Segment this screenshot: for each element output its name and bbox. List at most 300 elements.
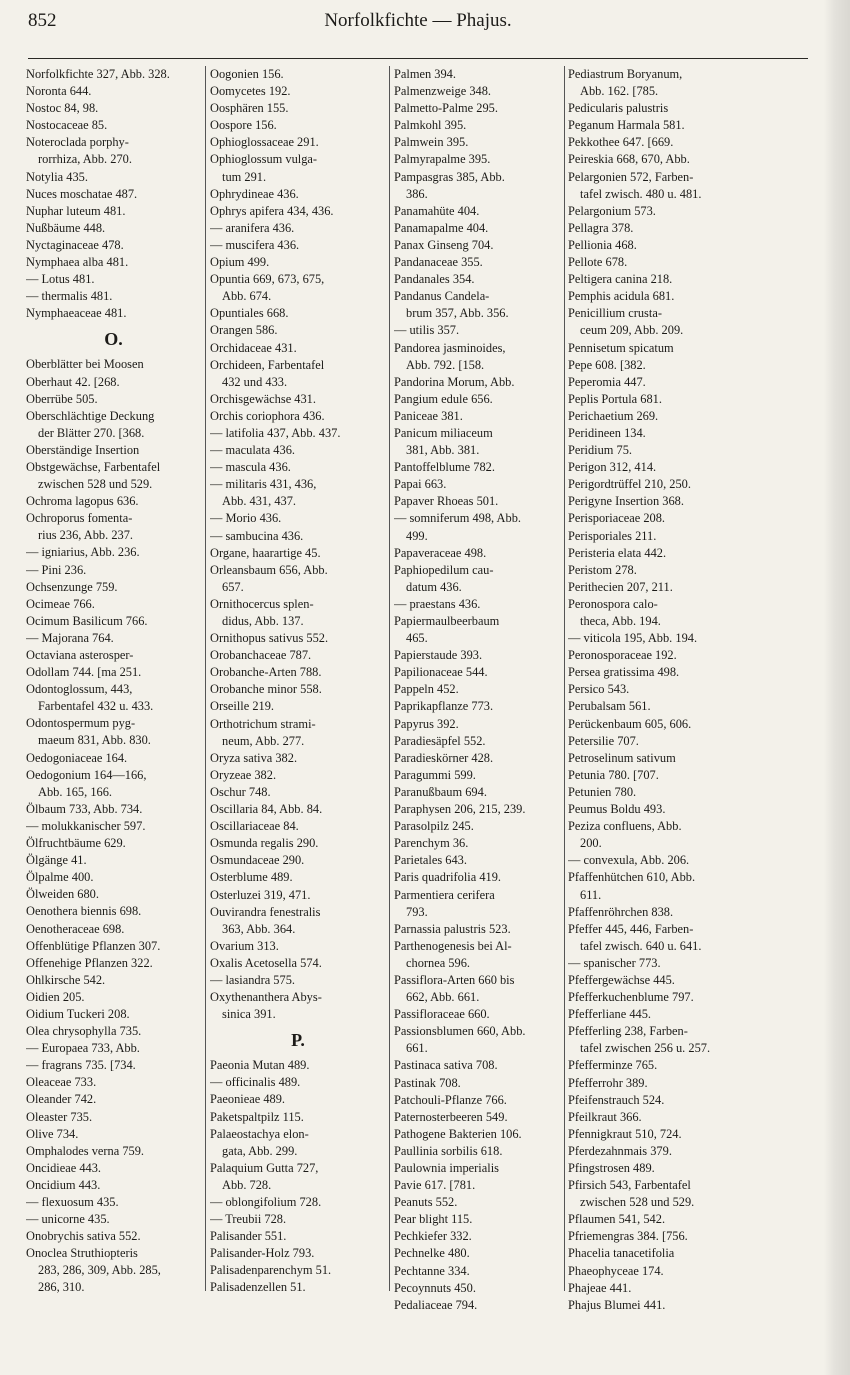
index-entry: Pedicularis palustris	[568, 101, 669, 116]
index-entry: Paniceae 381.	[394, 408, 463, 423]
index-entry: Ouvirandra fenestralis	[210, 904, 321, 919]
index-entry: Oncidium 443.	[26, 1177, 101, 1192]
index-entry: Pavie 617. [781.	[394, 1178, 476, 1193]
index-entry-continuation: 465.	[406, 631, 428, 646]
index-entry: Peristeria elata 442.	[568, 545, 667, 560]
index-entry: Oxythenanthera Abys-	[210, 990, 322, 1005]
index-entry-continuation: ceum 209, Abb. 209.	[580, 323, 684, 338]
index-entry: Pepe 608. [382.	[568, 357, 646, 372]
index-entry: Ocimum Basilicum 766.	[26, 613, 148, 628]
index-entry: — fragrans 735. [734.	[26, 1058, 136, 1073]
index-entry: Nostoc 84, 98.	[26, 101, 99, 116]
index-entry: Oleander 742.	[26, 1092, 97, 1107]
index-entry: — thermalis 481.	[26, 289, 113, 304]
index-entry-continuation: 286, 310.	[38, 1280, 85, 1295]
page-edge-shadow	[824, 0, 850, 1375]
index-entry: Pandorina Morum, Abb.	[394, 374, 515, 389]
index-entry: Pfirsich 543, Farbentafel	[568, 1178, 691, 1193]
index-entry: Perichaetium 269.	[568, 408, 659, 423]
index-entry-continuation: 499.	[406, 528, 428, 543]
index-entry-continuation: tafel zwischen 256 u. 257.	[580, 1041, 711, 1056]
index-entry: Phajeae 441.	[568, 1280, 632, 1295]
index-entry: Organe, haarartige 45.	[210, 545, 321, 560]
index-entry: Notylia 435.	[26, 169, 88, 184]
index-entry: Palisadenzellen 51.	[210, 1280, 306, 1295]
index-entry: Pandanus Candela-	[394, 289, 490, 304]
index-entry: Pear blight 115.	[394, 1212, 473, 1227]
index-entry: Orobanchaceae 787.	[210, 648, 312, 663]
index-entry: Perigordtrüffel 210, 250.	[568, 477, 691, 492]
index-entry: Ornithocercus splen-	[210, 596, 314, 611]
index-entry: Oenotheraceae 698.	[26, 921, 125, 936]
index-entry: — Pini 236.	[26, 562, 87, 577]
index-entry-continuation: brum 357, Abb. 356.	[406, 306, 509, 321]
index-entry-continuation: 381, Abb. 381.	[406, 443, 480, 458]
index-entry: — officinalis 489.	[210, 1075, 301, 1090]
index-entry: Peridium 75.	[568, 443, 633, 458]
index-entry: Perubalsam 561.	[568, 699, 651, 714]
index-entry: Pecoynnuts 450.	[394, 1280, 476, 1295]
index-entry: Ophrys apifera 434, 436.	[210, 203, 334, 218]
index-entry: Peristom 278.	[568, 562, 637, 577]
index-entry: Persea gratissima 498.	[568, 665, 680, 680]
index-entry: Oscillaria 84, Abb. 84.	[210, 802, 323, 817]
index-entry: Petunien 780.	[568, 784, 637, 799]
index-entry: Oidien 205.	[26, 989, 85, 1004]
index-entry: Passiflora-Arten 660 bis	[394, 972, 515, 987]
index-column-2	[210, 66, 386, 1297]
index-entry: Pfaffenhütchen 610, Abb.	[568, 870, 696, 885]
index-entry: Pechkiefer 332.	[394, 1229, 472, 1244]
index-entry: Phaeophyceae 174.	[568, 1263, 664, 1278]
index-entry: Orthotrichum strami-	[210, 716, 316, 731]
index-entry: Passifloraceae 660.	[394, 1007, 490, 1022]
index-entry: Perithecien 207, 211.	[568, 579, 673, 594]
index-entry: Offenblütige Pflanzen 307.	[26, 938, 161, 953]
index-entry: Passionsblumen 660, Abb.	[394, 1024, 526, 1039]
index-entry: Petunia 780. [707.	[568, 767, 659, 782]
index-entry: Opuntia 669, 673, 675,	[210, 272, 325, 287]
index-entry-continuation: Abb. 792. [158.	[406, 357, 485, 372]
index-entry: — convexula, Abb. 206.	[568, 853, 690, 868]
index-entry: Oosphären 155.	[210, 101, 289, 116]
index-entry-continuation: 283, 286, 309, Abb. 285,	[38, 1263, 161, 1278]
index-entry: Panax Ginseng 704.	[394, 237, 494, 252]
running-title: Norfolkfichte — Phajus.	[324, 10, 512, 31]
index-entry: Paradieskörner 428.	[394, 750, 494, 765]
index-entry: Pfefferkuchenblume 797.	[568, 990, 694, 1005]
index-entry: Papaver Rhoeas 501.	[394, 494, 499, 509]
index-entry: Pellote 678.	[568, 255, 628, 270]
index-entry: Opuntiales 668.	[210, 306, 289, 321]
index-entry: Ophioglossum vulga-	[210, 152, 318, 167]
index-entry: Peronosporaceae 192.	[568, 648, 677, 663]
index-entry: Perigon 312, 414.	[568, 460, 657, 475]
index-entry: Ophioglossaceae 291.	[210, 135, 319, 150]
index-entry: Olea chrysophylla 735.	[26, 1024, 142, 1039]
index-entry-continuation: 662, Abb. 661.	[406, 990, 480, 1005]
index-entry: Peireskia 668, 670, Abb.	[568, 152, 690, 167]
index-entry: — spanischer 773.	[568, 955, 661, 970]
index-entry: Papilionaceae 544.	[394, 665, 488, 680]
index-entry: Palisander-Holz 793.	[210, 1246, 315, 1261]
index-entry: Nuphar luteum 481.	[26, 203, 126, 218]
index-entry-continuation: rorrhiza, Abb. 270.	[38, 152, 132, 167]
index-entry: Ochroporus fomenta-	[26, 511, 133, 526]
index-entry: Nußbäume 448.	[26, 220, 106, 235]
index-entry: Peziza confluens, Abb.	[568, 819, 682, 834]
index-entry: Ölgänge 41.	[26, 853, 87, 868]
index-entry: Phacelia tanacetifolia	[568, 1246, 675, 1261]
index-entry: Palaeostachya elon-	[210, 1126, 309, 1141]
index-entry: Oschur 748.	[210, 784, 271, 799]
index-entry: Palmyrapalme 395.	[394, 152, 491, 167]
index-entry: Octaviana asterosper-	[26, 648, 134, 662]
index-entry: Opium 499.	[210, 255, 270, 270]
index-entry: Perisporiales 211.	[568, 528, 657, 543]
index-entry-continuation: 793.	[406, 904, 428, 919]
index-entry: Offenehige Pflanzen 322.	[26, 955, 153, 970]
column-divider	[564, 66, 565, 1291]
index-entry: Paeonia Mutan 489.	[210, 1058, 310, 1073]
index-entry: Ölbaum 733, Abb. 734.	[26, 801, 143, 816]
index-entry: Oberschlächtige Deckung	[26, 408, 155, 423]
index-entry: Pfeifenstrauch 524.	[568, 1092, 665, 1107]
index-entry: Parmentiera cerifera	[394, 887, 495, 902]
index-entry: — unicorne 435.	[26, 1212, 110, 1227]
index-entry: Paphiopedilum cau-	[394, 562, 494, 577]
index-entry: Pedaliaceae 794.	[394, 1297, 478, 1312]
index-entry: Pfriemengras 384. [756.	[568, 1229, 688, 1244]
index-entry: Persico 543.	[568, 682, 630, 697]
index-entry: Pandorea jasminoides,	[394, 340, 506, 355]
section-letter: O.	[104, 329, 123, 350]
index-entry: — viticola 195, Abb. 194.	[568, 631, 698, 646]
index-entry: Palisadenparenchym 51.	[210, 1263, 332, 1278]
index-entry: — lasiandra 575.	[210, 972, 295, 987]
index-entry: Parasolpilz 245.	[394, 819, 474, 834]
index-entry: Pediastrum Boryanum,	[568, 67, 683, 81]
index-entry: Pellagra 378.	[568, 220, 634, 235]
index-entry: Paragummi 599.	[394, 767, 476, 782]
index-entry: Pechnelke 480.	[394, 1246, 470, 1261]
index-entry: Ölweiden 680.	[26, 887, 99, 902]
index-entry: Peganum Harmala 581.	[568, 118, 685, 133]
index-entry: Ochsenzunge 759.	[26, 579, 118, 594]
index-entry: Osmundaceae 290.	[210, 853, 305, 868]
index-entry: Paketspaltpilz 115.	[210, 1109, 304, 1124]
index-entry: — sambucina 436.	[210, 528, 304, 543]
index-column-1	[26, 66, 201, 1297]
index-entry: Oospore 156.	[210, 118, 277, 133]
index-entry: Pampasgras 385, Abb.	[394, 169, 505, 184]
index-entry: Orobanche minor 558.	[210, 682, 322, 697]
index-entry-continuation: 363, Abb. 364.	[222, 921, 296, 936]
index-entry: Pfeffergewächse 445.	[568, 972, 675, 987]
index-entry-continuation: 200.	[580, 836, 602, 851]
index-entry: Petersilie 707.	[568, 733, 639, 748]
index-entry: Papiermaulbeerbaum	[394, 614, 500, 628]
index-entry: Orchis coriophora 436.	[210, 408, 325, 423]
index-entry: — praestans 436.	[394, 596, 481, 611]
index-entry-continuation: 611.	[580, 887, 602, 902]
index-entry: Phajus Blumei 441.	[568, 1297, 666, 1312]
index-entry: Palisander 551.	[210, 1229, 287, 1244]
index-entry: Oscillariaceae 84.	[210, 819, 299, 834]
index-entry: Palmkohl 395.	[394, 118, 467, 133]
index-entry: — igniarius, Abb. 236.	[26, 545, 140, 560]
index-entry: Olive 734.	[26, 1126, 79, 1141]
index-entry: Pferdezahnmais 379.	[568, 1143, 672, 1158]
index-entry: Pantoffelblume 782.	[394, 460, 495, 475]
index-entry: Palmwein 395.	[394, 135, 469, 150]
index-column-4	[568, 66, 760, 1314]
index-entry: Petroselinum sativum	[568, 750, 676, 765]
index-entry: — utilis 357.	[394, 323, 460, 338]
index-entry: Oberrübe 505.	[26, 391, 98, 406]
index-entry: Onobrychis sativa 552.	[26, 1229, 141, 1244]
index-entry: Paradiesäpfel 552.	[394, 733, 486, 748]
index-entry: Oberständige Insertion	[26, 442, 140, 457]
index-entry: Pechtanne 334.	[394, 1263, 470, 1278]
index-entry: — molukkanischer 597.	[26, 818, 146, 833]
index-entry: — maculata 436.	[210, 443, 295, 458]
index-entry: Oryzeae 382.	[210, 767, 277, 782]
index-entry: Ölpalme 400.	[26, 870, 94, 885]
section-letter: P.	[291, 1030, 305, 1051]
index-entry: Perisporiaceae 208.	[568, 511, 666, 526]
index-entry: Pandanaceae 355.	[394, 255, 483, 270]
index-entry: Peanuts 552.	[394, 1195, 458, 1210]
index-entry-continuation: 386.	[406, 186, 428, 201]
index-entry: Oberhaut 42. [268.	[26, 374, 120, 389]
index-entry: Odontoglossum, 443,	[26, 682, 133, 697]
index-entry: Orobanche-Arten 788.	[210, 665, 322, 680]
index-entry: Ohlkirsche 542.	[26, 972, 106, 987]
index-entry-continuation: Abb. 162. [785.	[580, 84, 659, 99]
index-entry: Paranußbaum 694.	[394, 784, 487, 799]
index-entry: Osmunda regalis 290.	[210, 836, 319, 851]
index-entry: Paternosterbeeren 549.	[394, 1109, 508, 1124]
index-entry-continuation: sinica 391.	[222, 1007, 276, 1022]
index-entry-continuation: 432 und 433.	[222, 374, 288, 389]
index-entry: Oenothera biennis 698.	[26, 904, 142, 919]
index-entry: Ölfruchtbäume 629.	[26, 836, 126, 851]
index-entry: — flexuosum 435.	[26, 1195, 119, 1209]
index-entry-continuation: zwischen 528 und 529.	[38, 477, 153, 492]
index-entry: Pfennigkraut 510, 724.	[568, 1126, 682, 1141]
index-entry: Pfefferliane 445.	[568, 1007, 652, 1022]
index-entry: — muscifera 436.	[210, 237, 300, 252]
index-entry: Pandanales 354.	[394, 272, 475, 287]
index-entry: Pfefferling 238, Farben-	[568, 1024, 688, 1039]
index-entry: Pemphis acidula 681.	[568, 289, 675, 304]
column-divider	[205, 66, 206, 1291]
index-entry: Paprikapflanze 773.	[394, 699, 494, 714]
index-entry-continuation: der Blätter 270. [368.	[38, 425, 145, 440]
index-entry-continuation: Abb. 674.	[222, 289, 272, 304]
index-entry-continuation: zwischen 528 und 529.	[580, 1195, 695, 1210]
index-entry: — Lotus 481.	[26, 272, 95, 287]
index-entry: Parthenogenesis bei Al-	[394, 938, 512, 953]
index-entry: — Treubii 728.	[210, 1212, 287, 1227]
index-entry: Noronta 644.	[26, 84, 92, 99]
index-entry: Obstgewächse, Farbentafel	[26, 459, 161, 474]
index-entry: Panamahüte 404.	[394, 203, 480, 218]
index-entry: Pastinak 708.	[394, 1075, 461, 1090]
index-entry: Perigyne Insertion 368.	[568, 494, 684, 509]
index-entry: Odollam 744. [ma 251.	[26, 665, 142, 680]
index-entry: Orleansbaum 656, Abb.	[210, 562, 328, 577]
index-entry: Pellionia 468.	[568, 237, 637, 252]
index-entry-continuation: tafel zwisch. 480 u. 481.	[580, 186, 702, 201]
index-entry: — Majorana 764.	[26, 630, 114, 645]
index-entry-continuation: rius 236, Abb. 237.	[38, 528, 133, 543]
index-entry-continuation: tum 291.	[222, 169, 267, 184]
index-entry: Peltigera canina 218.	[568, 272, 673, 287]
index-entry: Peplis Portula 681.	[568, 391, 662, 406]
index-entry: Nuces moschatae 487.	[26, 186, 138, 201]
index-entry: Nostocaceae 85.	[26, 118, 108, 133]
index-entry: Pelargonien 572, Farben-	[568, 169, 694, 184]
index-entry: Pathogene Bakterien 106.	[394, 1126, 522, 1141]
index-entry-continuation: Abb. 165, 166.	[38, 784, 112, 799]
index-entry: Palmenzweige 348.	[394, 84, 492, 99]
index-column-3	[394, 66, 564, 1314]
index-entry: Papai 663.	[394, 477, 447, 492]
index-entry: — militaris 431, 436,	[210, 477, 317, 492]
index-entry: Onoclea Struthiopteris	[26, 1246, 138, 1261]
index-entry: Peumus Boldu 493.	[568, 802, 666, 817]
index-entry: Noteroclada porphy-	[26, 135, 129, 150]
index-entry: Pekkothee 647. [669.	[568, 135, 674, 150]
index-entry: Paulownia imperialis	[394, 1161, 499, 1175]
index-entry: Oleaceae 733.	[26, 1075, 97, 1090]
index-entry: Peridineen 134.	[568, 425, 646, 440]
index-entry-continuation: datum 436.	[406, 579, 462, 594]
index-entry: Oncidieae 443.	[26, 1160, 102, 1175]
index-entry: — aranifera 436.	[210, 220, 295, 235]
index-entry: — oblongifolium 728.	[210, 1195, 322, 1209]
index-entry: Parnassia palustris 523.	[394, 921, 511, 936]
index-entry-continuation: neum, Abb. 277.	[222, 733, 305, 748]
column-divider	[389, 66, 390, 1291]
index-entry: Ochroma lagopus 636.	[26, 494, 139, 509]
index-entry: Ovarium 313.	[210, 938, 279, 953]
index-entry: Norfolkfichte 327, Abb. 328.	[26, 67, 170, 81]
index-entry-continuation: 661.	[406, 1041, 428, 1056]
index-entry: Pfefferrohr 389.	[568, 1075, 648, 1090]
index-entry: Oidium Tuckeri 208.	[26, 1006, 130, 1021]
index-entry: Orangen 586.	[210, 323, 278, 338]
index-entry: Palmetto-Palme 295.	[394, 101, 498, 116]
index-entry: Pfeilkraut 366.	[568, 1109, 642, 1124]
index-entry-continuation: maeum 831, Abb. 830.	[38, 733, 151, 748]
index-entry: Panamapalme 404.	[394, 220, 489, 235]
index-entry: Palaquium Gutta 727,	[210, 1160, 319, 1175]
index-entry: Pfaffenröhrchen 838.	[568, 904, 674, 919]
index-entry: Oedogoniaceae 164.	[26, 750, 128, 765]
index-entry: Papyrus 392.	[394, 716, 459, 731]
index-entry: Pfeffer 445, 446, Farben-	[568, 921, 694, 936]
index-entry: Pappeln 452.	[394, 682, 459, 697]
index-entry: Orchisgewächse 431.	[210, 391, 316, 406]
index-entry: — mascula 436.	[210, 460, 291, 475]
index-entry: Paeonieae 489.	[210, 1092, 286, 1107]
index-entry: Pennisetum spicatum	[568, 340, 674, 355]
header-rule	[28, 58, 808, 59]
index-entry: Pelargonium 573.	[568, 203, 656, 218]
index-entry-continuation: theca, Abb. 194.	[580, 614, 661, 628]
index-entry: Paris quadrifolia 419.	[394, 870, 502, 885]
index-entry: Pfefferminze 765.	[568, 1058, 658, 1073]
index-entry-continuation: gata, Abb. 299.	[222, 1143, 298, 1158]
index-entry-continuation: Abb. 728.	[222, 1177, 272, 1192]
index-entry: Perückenbaum 605, 606.	[568, 716, 692, 731]
index-entry-continuation: Farbentafel 432 u. 433.	[38, 699, 154, 714]
index-entry: Pflaumen 541, 542.	[568, 1212, 666, 1227]
index-entry-continuation: didus, Abb. 137.	[222, 614, 304, 628]
index-entry: Orseille 219.	[210, 699, 275, 714]
index-entry: Oleaster 735.	[26, 1109, 93, 1124]
index-entry: Oxalis Acetosella 574.	[210, 955, 322, 970]
index-entry: Parenchym 36.	[394, 836, 469, 851]
page-number: 852	[28, 10, 57, 31]
index-entry: Pfingstrosen 489.	[568, 1161, 655, 1175]
index-entry: Palmen 394.	[394, 67, 456, 81]
index-entry: Oedogonium 164—166,	[26, 767, 147, 782]
index-entry: — somniferum 498, Abb.	[394, 511, 521, 526]
index-entry: Nymphaeaceae 481.	[26, 306, 127, 321]
index-entry: Omphalodes verna 759.	[26, 1143, 145, 1158]
index-entry: Paraphysen 206, 215, 239.	[394, 802, 526, 817]
index-entry: Penicillium crusta-	[568, 306, 662, 321]
index-entry: Pastinaca sativa 708.	[394, 1058, 498, 1073]
index-entry: Papaveraceae 498.	[394, 545, 487, 560]
index-entry: Parietales 643.	[394, 853, 467, 868]
index-entry-continuation: chornea 596.	[406, 955, 470, 970]
page-header	[28, 8, 808, 34]
index-entry: Oogonien 156.	[210, 67, 284, 81]
index-entry-continuation: 657.	[222, 579, 244, 594]
index-entry: Nyctaginaceae 478.	[26, 237, 124, 252]
index-entry: — Morio 436.	[210, 511, 282, 526]
index-entry: Peronospora calo-	[568, 596, 658, 611]
index-entry: Ocimeae 766.	[26, 596, 95, 611]
index-entry: Orchidaceae 431.	[210, 340, 297, 355]
index-entry: Nymphaea alba 481.	[26, 255, 129, 270]
index-entry: Ophrydineae 436.	[210, 186, 299, 201]
index-entry: Paullinia sorbilis 618.	[394, 1143, 503, 1158]
index-entry: — latifolia 437, Abb. 437.	[210, 425, 341, 440]
index-entry: Peperomia 447.	[568, 374, 646, 389]
index-entry: Patchouli-Pflanze 766.	[394, 1092, 507, 1107]
index-entry: Ornithopus sativus 552.	[210, 631, 329, 646]
index-entry: Pangium edule 656.	[394, 391, 493, 406]
index-entry-continuation: Abb. 431, 437.	[222, 494, 296, 509]
index-entry-continuation: tafel zwisch. 640 u. 641.	[580, 938, 702, 953]
index-entry: Oberblätter bei Moosen	[26, 357, 144, 372]
index-entry: Odontospermum pyg-	[26, 716, 136, 731]
index-entry: Panicum miliaceum	[394, 425, 493, 440]
index-entry: Osterblume 489.	[210, 870, 293, 885]
index-entry: — Europaea 733, Abb.	[26, 1041, 140, 1056]
index-entry: Oryza sativa 382.	[210, 750, 298, 765]
index-entry: Oomycetes 192.	[210, 84, 291, 99]
index-entry: Orchideen, Farbentafel	[210, 357, 325, 372]
index-entry: Osterluzei 319, 471.	[210, 887, 311, 902]
index-entry: Papierstaude 393.	[394, 648, 483, 663]
